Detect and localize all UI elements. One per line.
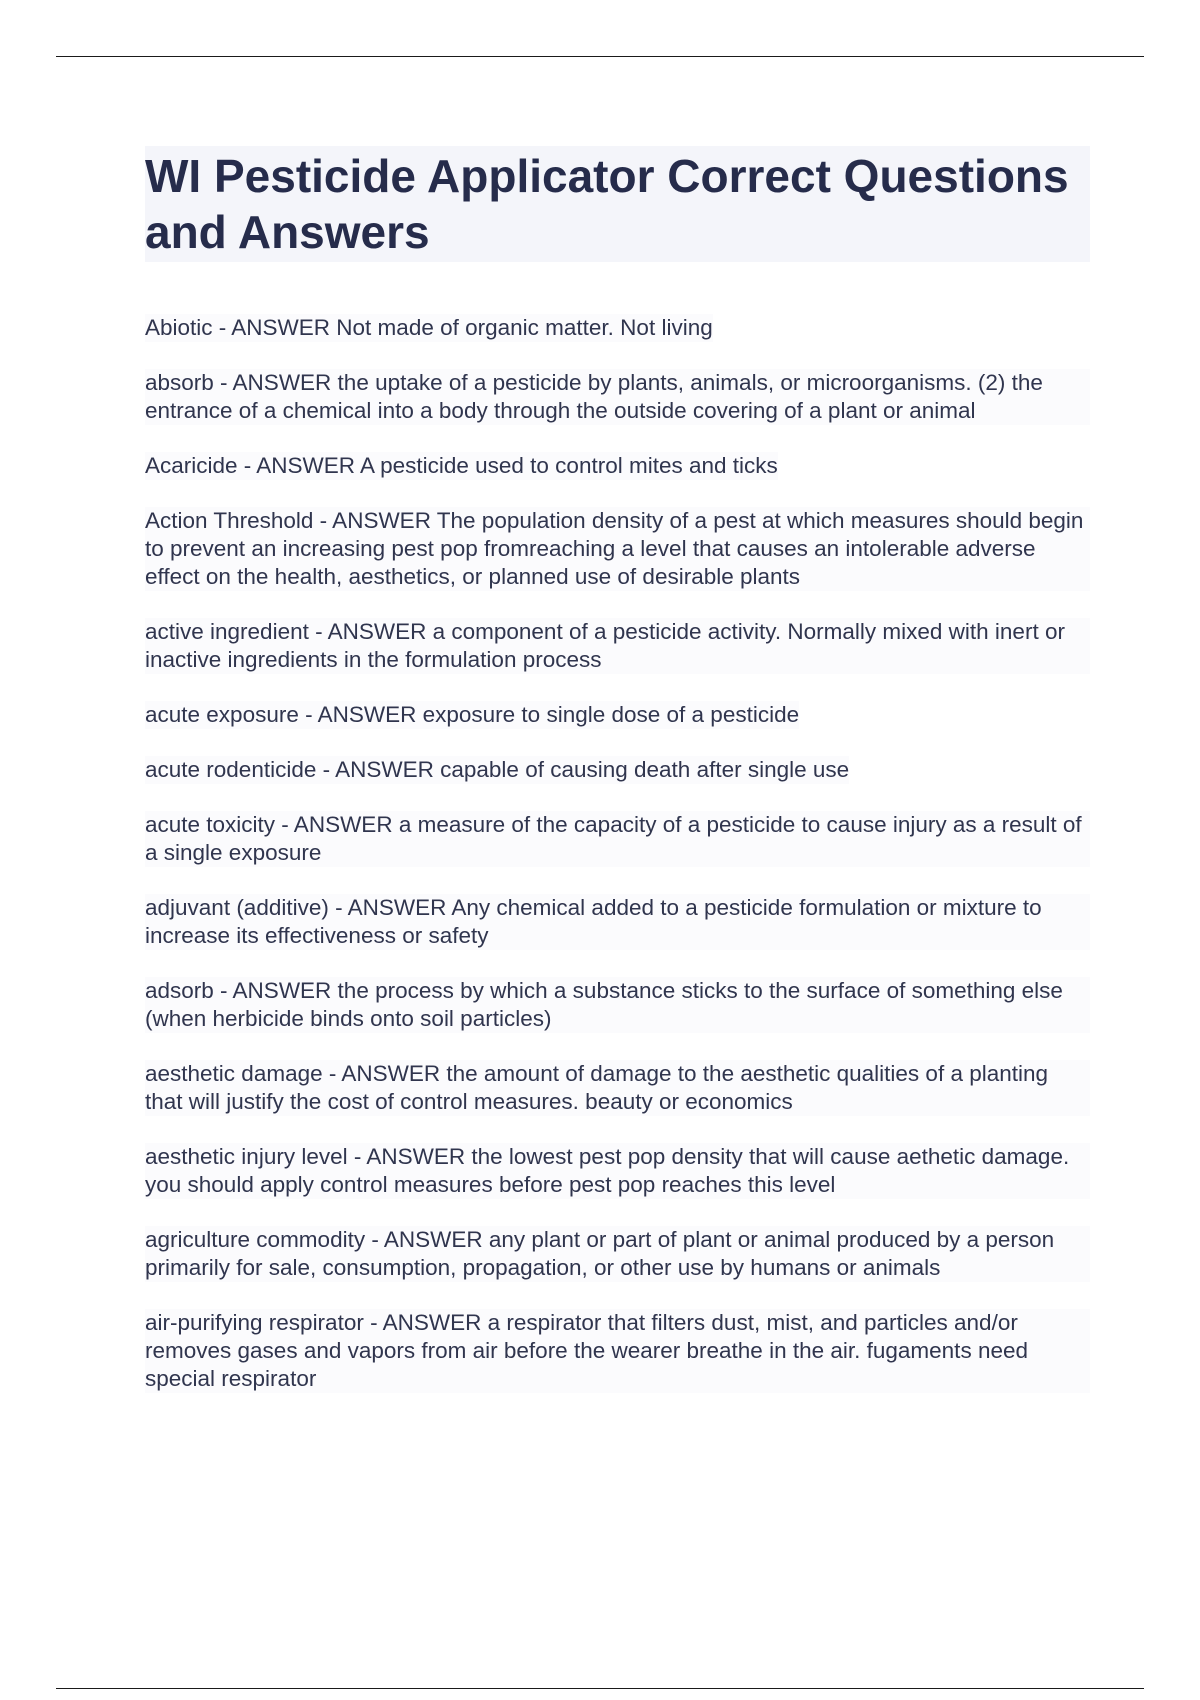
entry-acute-exposure: acute exposure - ANSWER exposure to single dose of a pesticide: [145, 702, 800, 727]
entry-air-purifying-respirator: air-purifying respirator - ANSWER a respirator that filters dust, mist, and particles and/or removes gases and vapors from air before the wearer breathe in the air. fugaments need special respirator: [145, 1309, 1090, 1393]
entry-aesthetic-damage: aesthetic damage - ANSWER the amount of damage to the aesthetic qualities of a planting that will justify the cost of control measures. beauty or economics: [145, 1060, 1090, 1116]
entry-acaricide: Acaricide - ANSWER A pesticide used to control mites and ticks: [145, 453, 778, 478]
entry-action-threshold: Action Threshold - ANSWER The population density of a pest at which measures should begin to prevent an increasing pest pop fromreaching a level that causes an intolerable adverse effect on the health, aesthetics, or planned use of desirable plants: [145, 507, 1090, 591]
header-rule: [56, 56, 1144, 57]
entry-acute-rodenticide: acute rodenticide - ANSWER capable of causing death after single use: [145, 757, 850, 782]
entry-abiotic: Abiotic - ANSWER Not made of organic matter. Not living: [145, 315, 713, 340]
entry-adjuvant: adjuvant (additive) - ANSWER Any chemical added to a pesticide formulation or mixture to increase its effectiveness or safety: [145, 894, 1090, 950]
footer-rule: [56, 1688, 1144, 1689]
entry-list: [145, 314, 1090, 1393]
page-content: [145, 146, 1090, 1420]
entry-aesthetic-injury-level: aesthetic injury level - ANSWER the lowest pest pop density that will cause aethetic damage. you should apply control measures before pest pop reaches this level: [145, 1143, 1090, 1199]
entry-agriculture-commodity: agriculture commodity - ANSWER any plant or part of plant or animal produced by a person primarily for sale, consumption, propagation, or other use by humans or animals: [145, 1226, 1090, 1282]
entry-absorb: absorb - ANSWER the uptake of a pesticide by plants, animals, or microorganisms. (2) the entrance of a chemical into a body through the outside covering of a plant or animal: [145, 369, 1090, 425]
entry-adsorb: adsorb - ANSWER the process by which a substance sticks to the surface of something else (when herbicide binds onto soil particles): [145, 977, 1090, 1033]
document-title: WI Pesticide Applicator Correct Questions and Answers: [145, 146, 1090, 262]
entry-active-ingredient: active ingredient - ANSWER a component of a pesticide activity. Normally mixed with inert or inactive ingredients in the formulation process: [145, 618, 1090, 674]
entry-acute-toxicity: acute toxicity - ANSWER a measure of the capacity of a pesticide to cause injury as a result of a single exposure: [145, 811, 1090, 867]
